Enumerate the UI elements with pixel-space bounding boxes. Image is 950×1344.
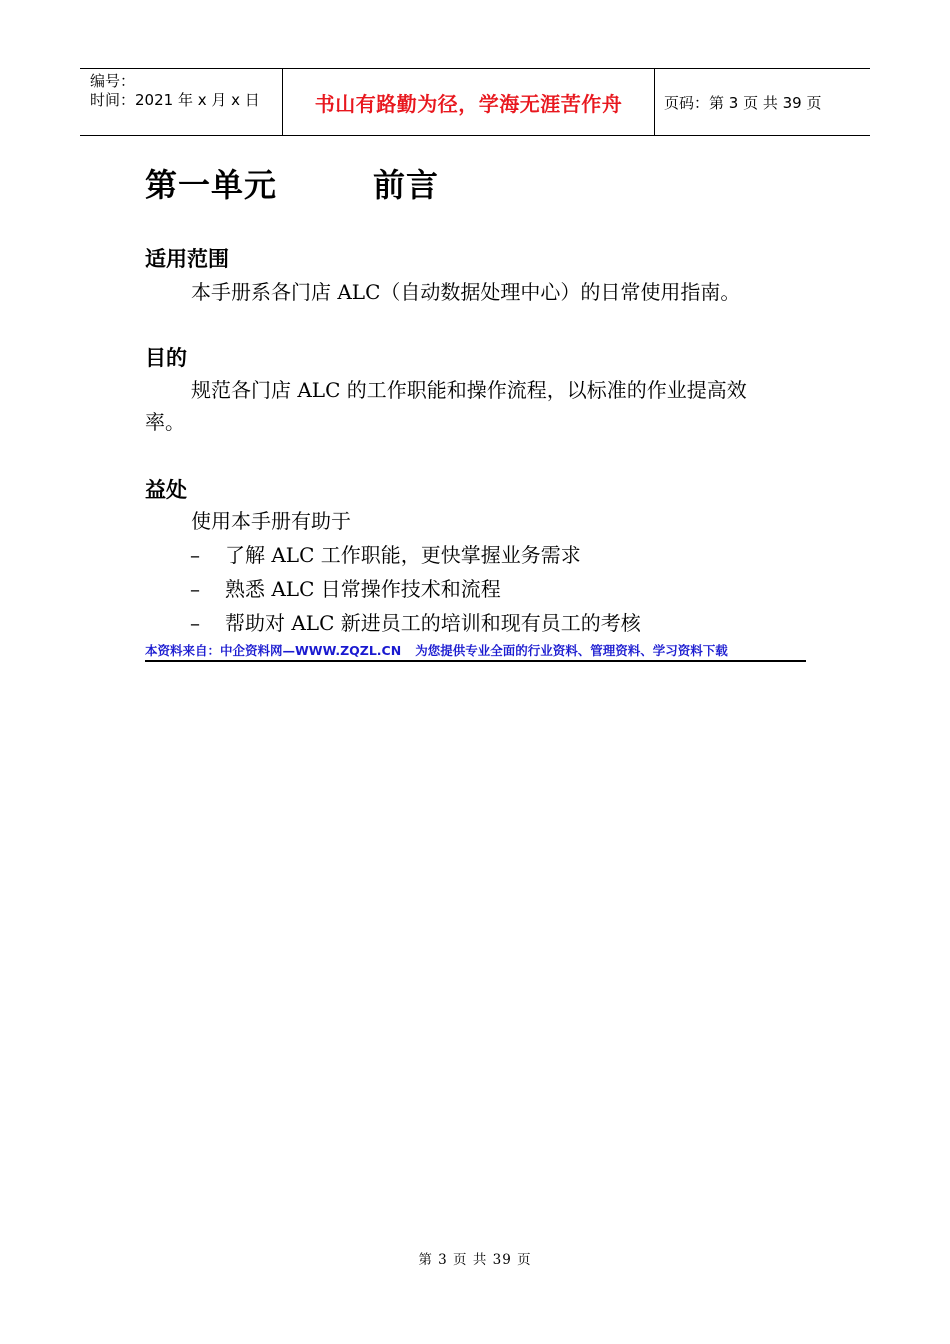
unit-title-name: 前言 bbox=[373, 166, 440, 204]
list-item-text: 熟悉 ALC 日常操作技术和流程 bbox=[225, 577, 501, 601]
list-item-text: 了解 ALC 工作职能，更快掌握业务需求 bbox=[225, 543, 581, 567]
list-dash: – bbox=[190, 543, 200, 567]
purpose-text-line1: 规范各门店 ALC 的工作职能和操作流程，以标准的作业提高效 bbox=[191, 378, 747, 402]
list-item bbox=[190, 607, 641, 636]
page-footer: 第 3 页 共 39 页 bbox=[418, 1252, 532, 1268]
scope-text: 本手册系各门店 ALC（自动数据处理中心）的日常使用指南。 bbox=[191, 280, 741, 304]
header-page-info: 页码：第 3 页 共 39 页 bbox=[664, 93, 822, 112]
list-dash: – bbox=[190, 577, 200, 601]
unit-title-number: 第一单元 bbox=[145, 166, 278, 204]
source-note-link[interactable] bbox=[145, 641, 806, 662]
header-meta bbox=[80, 69, 282, 135]
header-number-label: 编号： bbox=[90, 72, 136, 90]
list-item bbox=[190, 539, 581, 568]
header-date: 时间：2021 年 x 月 x 日 bbox=[90, 91, 260, 109]
purpose-text-line2: 率。 bbox=[145, 410, 185, 434]
header-motto: 书山有路勤为径，学海无涯苦作舟 bbox=[282, 69, 655, 135]
section-heading-benefits: 益处 bbox=[145, 478, 187, 502]
section-heading-scope: 适用范围 bbox=[145, 247, 229, 271]
page-header bbox=[80, 68, 870, 136]
benefits-intro: 使用本手册有助于 bbox=[191, 509, 351, 533]
section-heading-purpose: 目的 bbox=[145, 346, 187, 370]
list-item bbox=[190, 573, 501, 602]
source-note-left: 本资料来自：中企资料网—WWW.ZQZL.CN bbox=[145, 643, 402, 658]
list-item-text: 帮助对 ALC 新进员工的培训和现有员工的考核 bbox=[225, 611, 641, 635]
source-note-right: 为您提供专业全面的行业资料、管理资料、学习资料下载 bbox=[415, 643, 728, 658]
list-dash: – bbox=[190, 611, 200, 635]
unit-title bbox=[145, 160, 440, 204]
